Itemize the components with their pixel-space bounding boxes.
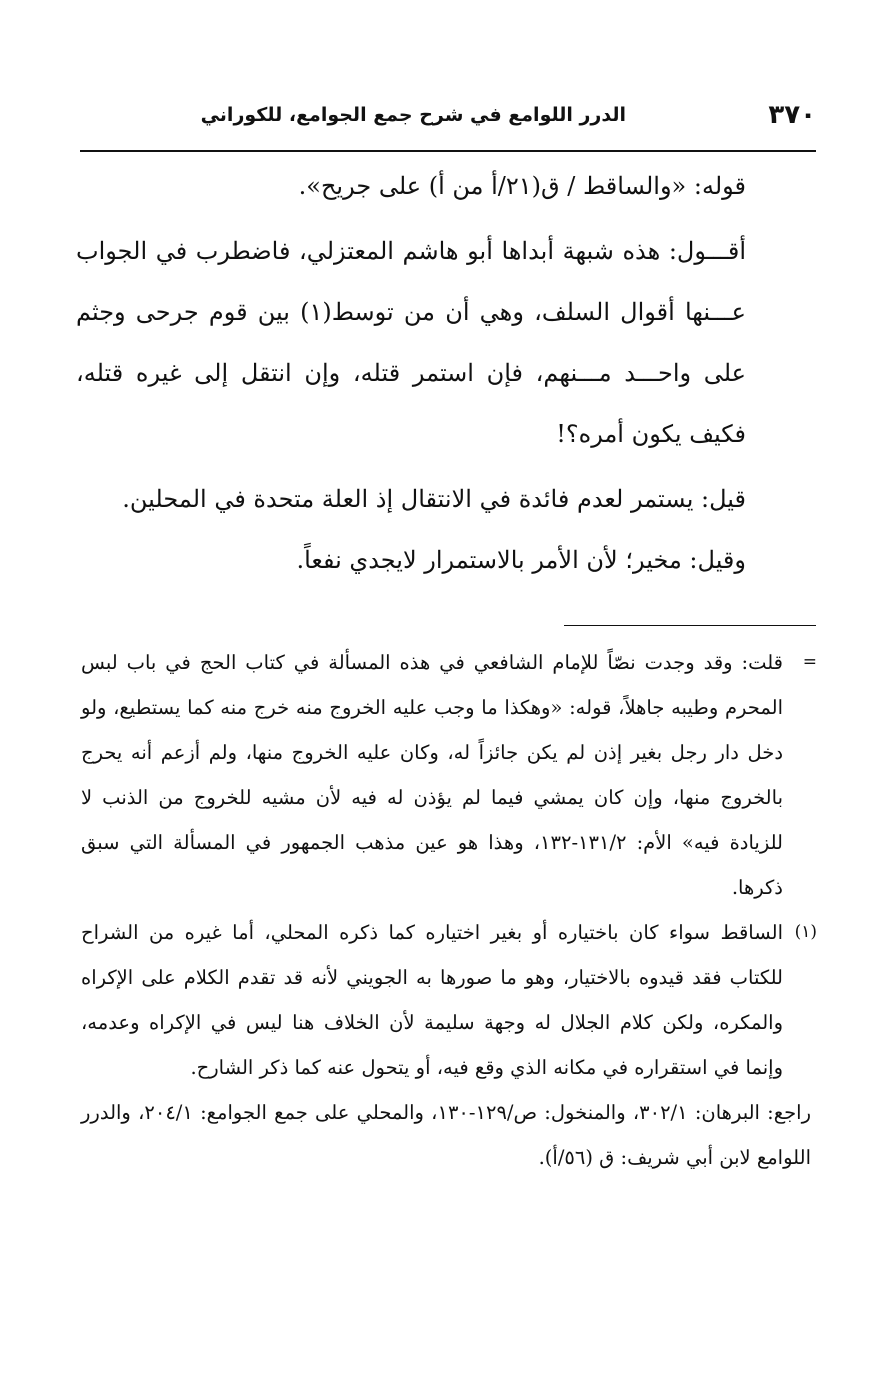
paragraph-quote: قوله: «والساقط / ق(٢١/أ من أ) على جريح».	[298, 172, 746, 200]
footnote-1-text: الساقط سواء كان باختياره أو بغير اختياره كما ذكره المحلي، أما غيره من الشراح للكتاب فقد قيدوه بالاختيار، وهو ما صورها به الجويني لأنه قد تقدم الكلام على الإكراه والمكره، ولكن كلام الجلال له وجهة سليمة لأن الخلاف هنا ليس في الإكراه وعدمه، وإنما في استقراره في مكانه الذي وقع فيه، أو يتحول عنه كما ذكر الشارح.	[81, 921, 783, 1079]
main-text	[76, 156, 816, 591]
running-title: الدرر اللوامع في شرح جمع الجوامع، للكوراني	[200, 104, 626, 126]
paragraph-commentary: أقـــول: هذه شبهة أبداها أبو هاشم المعتزلي، فاضطرب في الجواب عـــنها أقوال السلف، وهي أن من توسط(١) بين قوم جرحى وجثم على واحـــد مـــنهم، فإن استمر قتله، وإن انتقل إلى غيره قتله، فكيف يكون أمره؟!	[76, 237, 747, 448]
footnote-1-references: راجع: البرهان: ٣٠٢/١، والمنخول: ص/١٢٩-١٣٠، والمحلي على جمع الجوامع: ٢٠٤/١، والدرر اللوامع لابن أبي شريف: ق (٥٦/أ).	[81, 1101, 812, 1169]
footnotes	[81, 640, 817, 1180]
paragraph-second-opinion: وقيل: مخير؛ لأن الأمر بالاستمرار لايجدي نفعاً.	[296, 546, 746, 574]
header-divider	[80, 150, 816, 152]
footnote-continuation	[81, 640, 817, 910]
continuation-mark: =	[802, 652, 817, 672]
footnote-continuation-text: قلت: وقد وجدت نصّاً للإمام الشافعي في هذه المسألة في كتاب الحج في باب لبس المحرم وطيبه جاهلاً، قوله: «وهكذا ما وجب عليه الخروج منه خرج منه كما يستطيع، ولو دخل دار رجل بغير إذن لم يكن جائزاً له، وكان عليه الخروج منها، ولم أزعم أنه يحرج بالخروج منها، وإن كان يمشي فيما لم يؤذن له فيه لأن مشيه للخروج من الذنب لا للزيادة فيه» الأم: ١٣١/٢-١٣٢، وهذا هو عين مذهب الجمهور في المسألة التي سبق ذكرها.	[81, 651, 784, 899]
paragraph-first-opinion: قيل: يستمر لعدم فائدة في الانتقال إذ العلة متحدة في المحلين.	[122, 485, 746, 513]
footnote-1	[81, 910, 817, 1090]
footnote-divider	[564, 625, 816, 626]
page-header	[80, 96, 816, 142]
page-number: ٣٧٠	[768, 100, 816, 130]
footnote-1-mark: (١)	[794, 922, 817, 942]
